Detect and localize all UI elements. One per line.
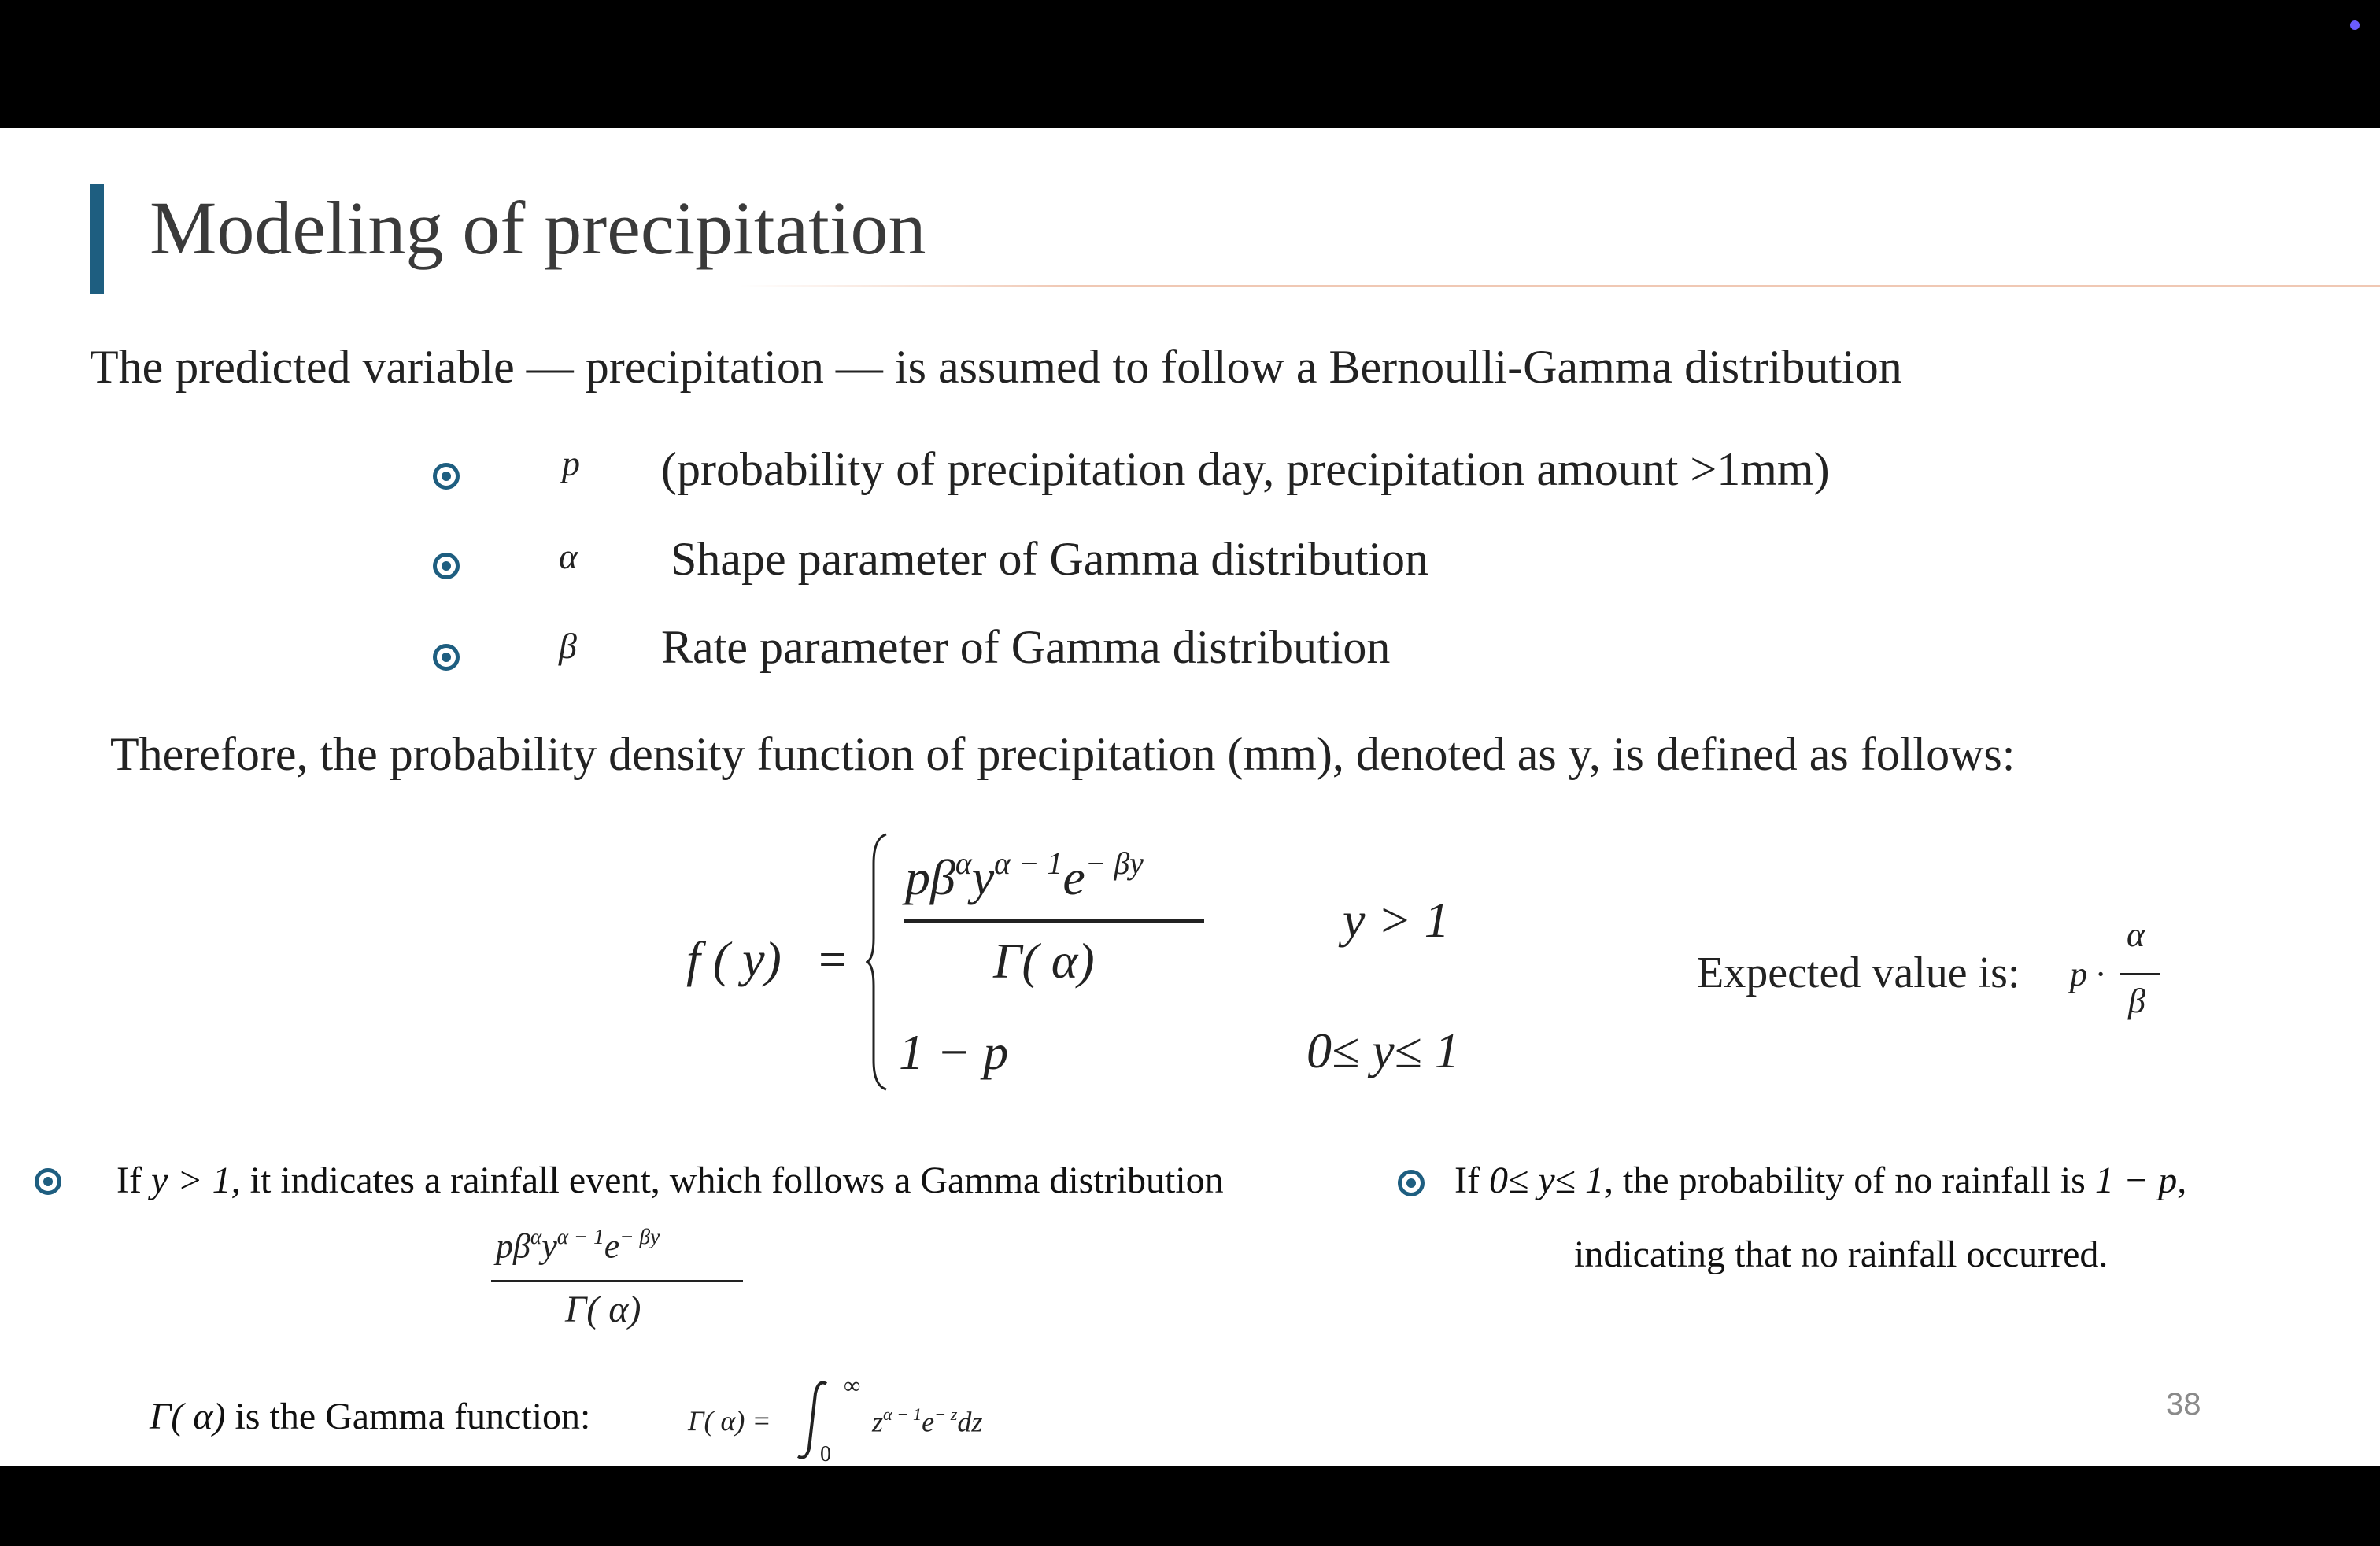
- gamma-function-text: Γ( α) is the Gamma function:: [150, 1396, 591, 1437]
- param-symbol-alpha: α: [559, 536, 578, 576]
- param-text-beta: Rate parameter of Gamma distribution: [661, 621, 1391, 673]
- pdf-equals: =: [819, 931, 848, 987]
- bullet-icon: [433, 463, 460, 490]
- pdf-brace: [866, 832, 889, 1092]
- pdf-case1-condition: y > 1: [1343, 892, 1450, 948]
- note-left-fraction-bar: [491, 1280, 743, 1282]
- intro-text: The predicted variable — precipitation — is assumed to follow a Bernoulli-Gamma distribution: [90, 341, 1902, 393]
- bullet-icon: [1398, 1170, 1425, 1196]
- slide-title: Modeling of precipitation: [150, 186, 926, 270]
- expected-value-denominator: β: [2128, 982, 2145, 1020]
- pdf-case2-value: 1 − p: [899, 1024, 1009, 1080]
- integral-lower-limit: 0: [820, 1442, 831, 1466]
- pdf-case2-condition: 0≤ y≤ 1: [1306, 1023, 1460, 1078]
- title-underline: [740, 285, 2380, 287]
- expected-value-fraction-bar: [2120, 973, 2160, 975]
- note-right-text: If 0≤ y≤ 1, the probability of no rainfall is 1 − p,: [1454, 1160, 2187, 1201]
- title-accent-bar: [90, 184, 104, 294]
- therefore-text: Therefore, the probability density function of precipitation (mm), denoted as y, is defined as follows:: [110, 728, 2016, 780]
- top-black-bar: [0, 0, 2380, 128]
- pdf-case1-numerator: $p\beta^\alpha y^{\alpha - 1}e^{- \beta y}$: [905, 846, 1144, 905]
- bullet-icon: [35, 1168, 61, 1195]
- page-number: 38: [2166, 1387, 2201, 1422]
- param-symbol-beta: β: [559, 626, 577, 666]
- bullet-icon: [433, 553, 460, 579]
- gamma-integrand: $z^{\alpha - 1}e^{- z}dz$: [872, 1404, 983, 1438]
- presentation-slide: [0, 128, 2380, 1466]
- integral-upper-limit: ∞: [844, 1373, 861, 1399]
- expected-value-prefix: p ·: [2070, 955, 2105, 993]
- recording-indicator-icon: [2350, 20, 2360, 30]
- gamma-formula-lhs: Γ( α) =: [688, 1405, 771, 1437]
- note-left-fraction-numerator: $p\beta^\alpha y^{\alpha - 1}e^{- \beta y}$: [496, 1225, 660, 1266]
- bullet-icon: [433, 644, 460, 671]
- note-right-line2: indicating that no rainfall occurred.: [1574, 1233, 2108, 1275]
- expected-value-numerator: α: [2127, 915, 2145, 954]
- param-text-alpha: Shape parameter of Gamma distribution: [671, 533, 1429, 585]
- bottom-black-bar: [0, 1466, 2380, 1546]
- pdf-case1-denominator: Γ( α): [993, 933, 1095, 989]
- param-symbol-p: p: [562, 443, 580, 483]
- note-left-text: If y > 1, it indicates a rainfall event, which follows a Gamma distribution: [116, 1160, 1224, 1201]
- note-left-fraction-denominator: Γ( α): [565, 1289, 641, 1330]
- expected-value-label: Expected value is:: [1697, 949, 2020, 997]
- param-text-p: (probability of precipitation day, precipitation amount >1mm): [661, 443, 1830, 495]
- pdf-lhs: f ( y): [686, 931, 782, 987]
- pdf-fraction-bar: [904, 919, 1204, 923]
